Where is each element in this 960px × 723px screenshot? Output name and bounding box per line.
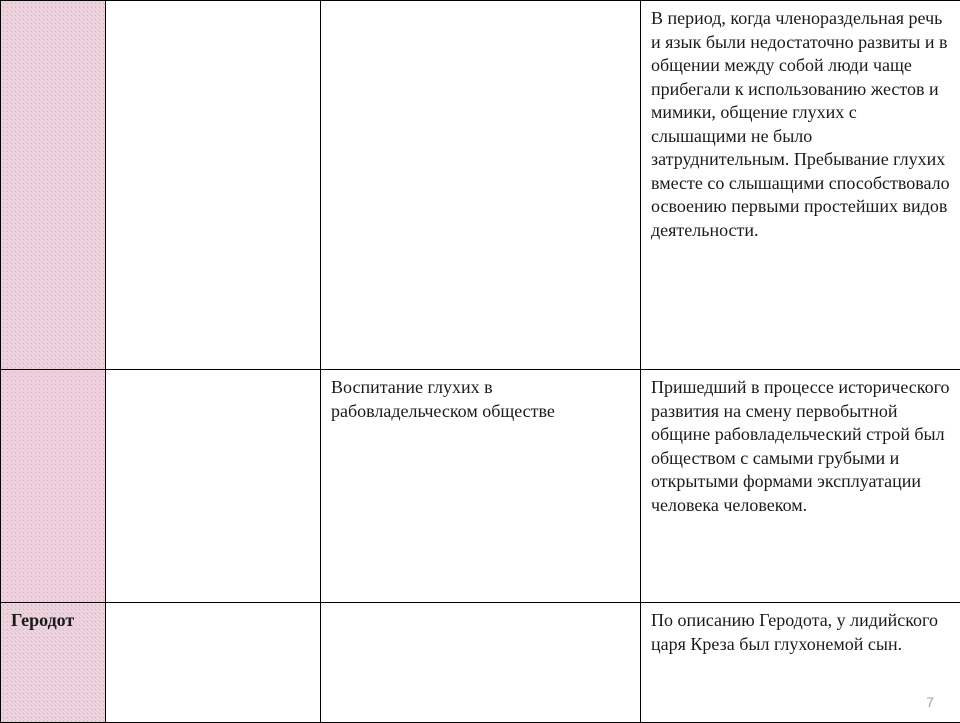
- name-cell: [1, 1, 106, 370]
- topic-cell: [321, 1, 641, 370]
- topic-text: Воспитание глухих в рабовладельческом обществе: [331, 377, 555, 421]
- table-row: [1, 1, 960, 370]
- description-cell: [641, 1, 960, 370]
- description-text: По описанию Геродота, у лидийского царя Креза был глухонемой сын.: [651, 610, 938, 654]
- description-text: Пришедший в процессе исторического развития на смену первобытной общине рабовладельческий строй был обществом с самыми грубыми и открытыми формами эксплуатации человека человеком.: [651, 377, 950, 515]
- description-cell: [641, 370, 960, 603]
- topic-cell: [321, 603, 641, 723]
- topic-cell: [321, 370, 641, 603]
- table-row: [1, 603, 960, 723]
- description-cell: [641, 603, 960, 723]
- table-row: [1, 370, 960, 603]
- name-cell: [1, 603, 106, 723]
- period-cell: [106, 603, 321, 723]
- description-text: В период, когда членораздельная речь и язык были недостаточно развиты и в общении между собой люди чаще прибегали к использованию жестов и мимики, общение глухих с слышащими не было затруднительным. Пребывание глухих вместе со слышащими способствовало освоению первыми простейших видов деятельности.: [651, 8, 950, 240]
- name-label: Геродот: [11, 610, 74, 630]
- name-cell: [1, 370, 106, 603]
- period-cell: [106, 1, 321, 370]
- period-cell: [106, 370, 321, 603]
- page-number: 7: [926, 694, 934, 710]
